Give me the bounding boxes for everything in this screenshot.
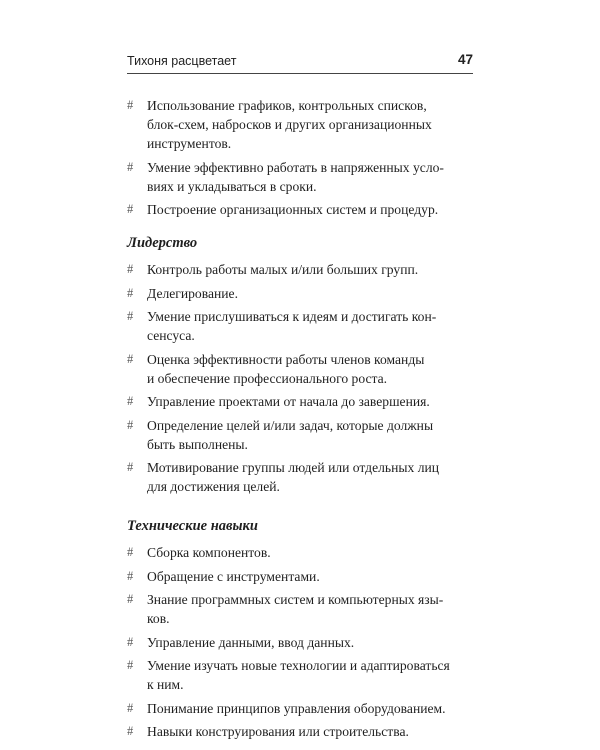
hash-bullet-icon: # <box>127 417 134 432</box>
list-item <box>127 200 477 219</box>
item-line: Мотивирование группы людей или отдельных лиц <box>147 460 440 475</box>
hash-bullet-icon: # <box>127 309 134 323</box>
hash-bullet-icon: # <box>127 545 134 559</box>
hash-bullet-icon: # <box>127 568 134 583</box>
item-line: Оценка эффективности работы членов команды <box>147 351 425 367</box>
list-item <box>127 307 477 345</box>
hash-bullet-icon: # <box>127 394 134 408</box>
list-item <box>127 590 477 628</box>
list-item <box>127 458 477 496</box>
item-line: Контроль работы малых и/или больших групп. <box>147 262 419 277</box>
item-line: Управление данными, ввод данных. <box>147 634 355 650</box>
hash-bullet-icon: # <box>127 658 134 672</box>
item-line: Управление проектами от начала до завершения. <box>147 394 430 409</box>
list-item <box>127 543 477 562</box>
hash-bullet-icon: # <box>127 98 134 112</box>
list-item <box>127 284 477 303</box>
list-item <box>127 699 477 718</box>
book-title: Тихоня расцветает <box>127 54 237 68</box>
hash-bullet-icon: # <box>127 592 134 606</box>
hash-bullet-icon: # <box>127 202 134 216</box>
item-line: Навыки конструирования или строительства. <box>147 724 409 739</box>
item-line: для достижения целей. <box>147 479 280 494</box>
hash-bullet-icon: # <box>127 351 134 366</box>
item-line: быть выполнены. <box>147 436 248 452</box>
header-divider <box>127 73 473 74</box>
list-item <box>127 567 477 586</box>
list-item <box>127 350 477 388</box>
list-item <box>127 158 477 196</box>
item-line: Умение прислушиваться к идеям и достигать кон- <box>147 309 437 324</box>
page-body <box>127 96 477 746</box>
list-item <box>127 392 477 411</box>
item-line: к ним. <box>147 677 184 692</box>
item-line: Умение изучать новые технологии и адаптироваться <box>147 658 450 673</box>
technical-skills-list <box>127 543 477 741</box>
list-item <box>127 722 477 741</box>
leadership-list <box>127 260 477 496</box>
item-line: сенсуса. <box>147 328 195 343</box>
item-line: Делегирование. <box>147 285 238 301</box>
item-line: Определение целей и/или задач, которые должны <box>147 417 434 433</box>
item-line: Обращение с инструментами. <box>147 568 320 584</box>
item-line: Умение эффективно работать в напряженных усло- <box>147 159 444 175</box>
hash-bullet-icon: # <box>127 634 134 649</box>
page-number: 47 <box>457 52 473 67</box>
hash-bullet-icon: # <box>127 159 134 174</box>
list-item <box>127 416 477 454</box>
list-item <box>127 260 477 279</box>
hash-bullet-icon: # <box>127 460 134 474</box>
item-line: Построение организационных систем и процедур. <box>147 202 439 217</box>
item-line: блок-схем, набросков и других организационных <box>147 117 432 132</box>
intro-list <box>127 96 477 219</box>
hash-bullet-icon: # <box>127 724 134 738</box>
section-heading-technical-skills: Технические навыки <box>127 518 258 534</box>
item-line: Знание программных систем и компьютерных язы- <box>147 592 444 607</box>
hash-bullet-icon: # <box>127 262 134 276</box>
hash-bullet-icon: # <box>127 285 134 300</box>
list-item <box>127 656 477 694</box>
hash-bullet-icon: # <box>127 700 134 715</box>
item-line: Использование графиков, контрольных списков, <box>147 98 427 113</box>
section-heading-leadership: Лидерство <box>127 235 198 251</box>
list-item <box>127 633 477 652</box>
item-line: Понимание принципов управления оборудованием. <box>147 700 446 716</box>
item-line: ков. <box>147 611 170 626</box>
running-head <box>127 52 473 72</box>
item-line: Сборка компонентов. <box>147 545 271 560</box>
list-item <box>127 96 477 153</box>
item-line: инструментов. <box>147 136 232 151</box>
item-line: и обеспечение профессионального роста. <box>147 370 388 386</box>
item-line: виях и укладываться в сроки. <box>147 178 317 194</box>
